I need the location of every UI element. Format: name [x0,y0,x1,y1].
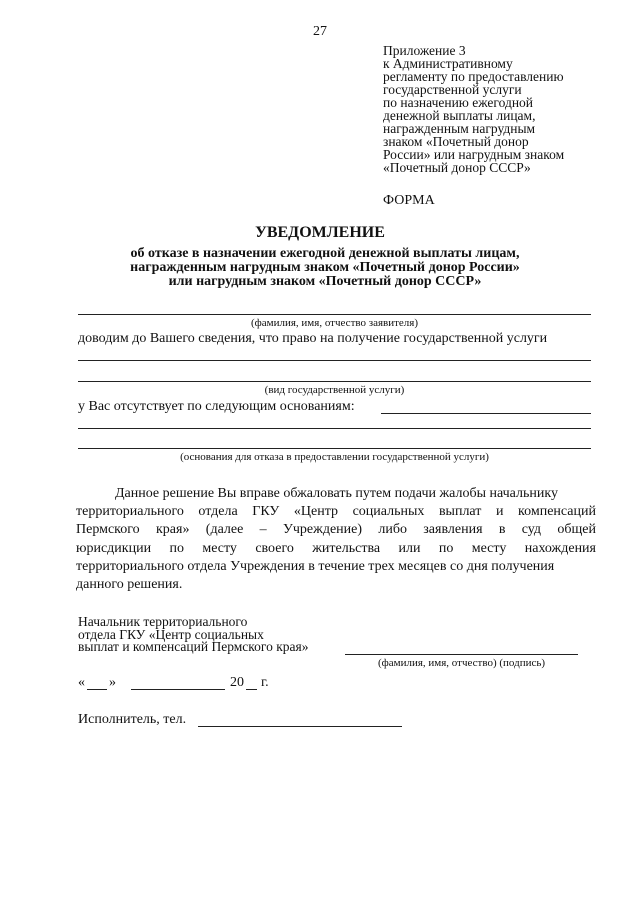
document-subtitle [0,247,640,289]
date-day-field[interactable] [87,689,107,690]
grounds-field-line-2[interactable] [78,448,591,449]
absence-line: у Вас отсутствует по следующим основаниям: [78,399,355,414]
paragraph-line: данного решения. [76,577,183,593]
paragraph-line: Данное решение Вы вправе обжаловать путем подачи жалобы начальнику [115,486,558,501]
appendix-line: «Почетный донор СССР» [383,160,531,175]
executor-label: Исполнитель, тел. [78,712,187,727]
appeal-paragraph [76,485,596,594]
subtitle-line: об отказе в назначении ежегодной денежной выплаты лицам, [130,246,520,261]
date-open-quote: « [78,675,85,690]
notice-line: доводим до Вашего сведения, что право на получение государственной услуги [78,331,548,346]
appendix-line: к Административному [383,56,513,71]
subtitle-line: или нагрудным знаком «Почетный донор СССР» [168,274,482,289]
appendix-line: России» или нагрудным знаком [383,147,565,162]
service-type-field-line-2[interactable] [78,381,591,382]
paragraph-line: Пермского края» (далее – Учреждение) либо заявления в суд общей [76,522,596,538]
date-close-quote: » [109,675,116,690]
date-month-field[interactable] [131,689,225,690]
appendix-line: награжденным нагрудным [383,121,536,136]
signatory-line: отдела ГКУ «Центр социальных [78,626,264,642]
paragraph-line: юрисдикции по месту своего жительства или по месту нахождения [76,540,596,556]
appendix-line: государственной услуги [383,82,522,97]
appendix-line: денежной выплаты лицам, [383,108,536,123]
subtitle-line: награжденным нагрудным знаком «Почетный донор России» [130,260,520,275]
signature-caption: (фамилия, имя, отчество) (подпись) [377,657,546,669]
form-label: ФОРМА [383,193,435,208]
grounds-field-line-1[interactable] [78,428,591,429]
grounds-caption: (основания для отказа в предоставлении государственной услуги) [180,451,489,463]
appendix-line: регламенту по предоставлению [383,69,564,84]
appendix-line: по назначению ежегодной [383,95,534,110]
appendix-block [383,44,564,174]
document-title: УВЕДОМЛЕНИЕ [255,224,385,241]
date-year-suffix: г. [261,675,269,690]
appendix-line: знаком «Почетный донор [383,134,529,149]
service-caption: (вид государственной услуги) [264,384,405,396]
signatory-line: Начальник территориального [78,614,248,629]
signatory-block [78,616,309,654]
paragraph-line: территориального отдела Учреждения в течение трех месяцев со дня получения [76,558,555,574]
signatory-line: выплат и компенсаций Пермского края» [78,639,309,654]
executor-phone-field[interactable] [198,726,402,727]
signature-field[interactable] [345,654,578,655]
applicant-caption: (фамилия, имя, отчество заявителя) [250,317,419,329]
page-number: 27 [313,24,327,39]
appendix-line: Приложение 3 [383,43,466,58]
date-year-field[interactable] [246,689,257,690]
applicant-name-field[interactable] [78,314,591,315]
date-year-prefix: 20 [230,675,244,690]
paragraph-line: территориального отдела ГКУ «Центр социальных выплат и компенсаций [76,504,596,520]
grounds-field-inline[interactable] [381,413,591,414]
service-type-field[interactable] [78,360,591,361]
